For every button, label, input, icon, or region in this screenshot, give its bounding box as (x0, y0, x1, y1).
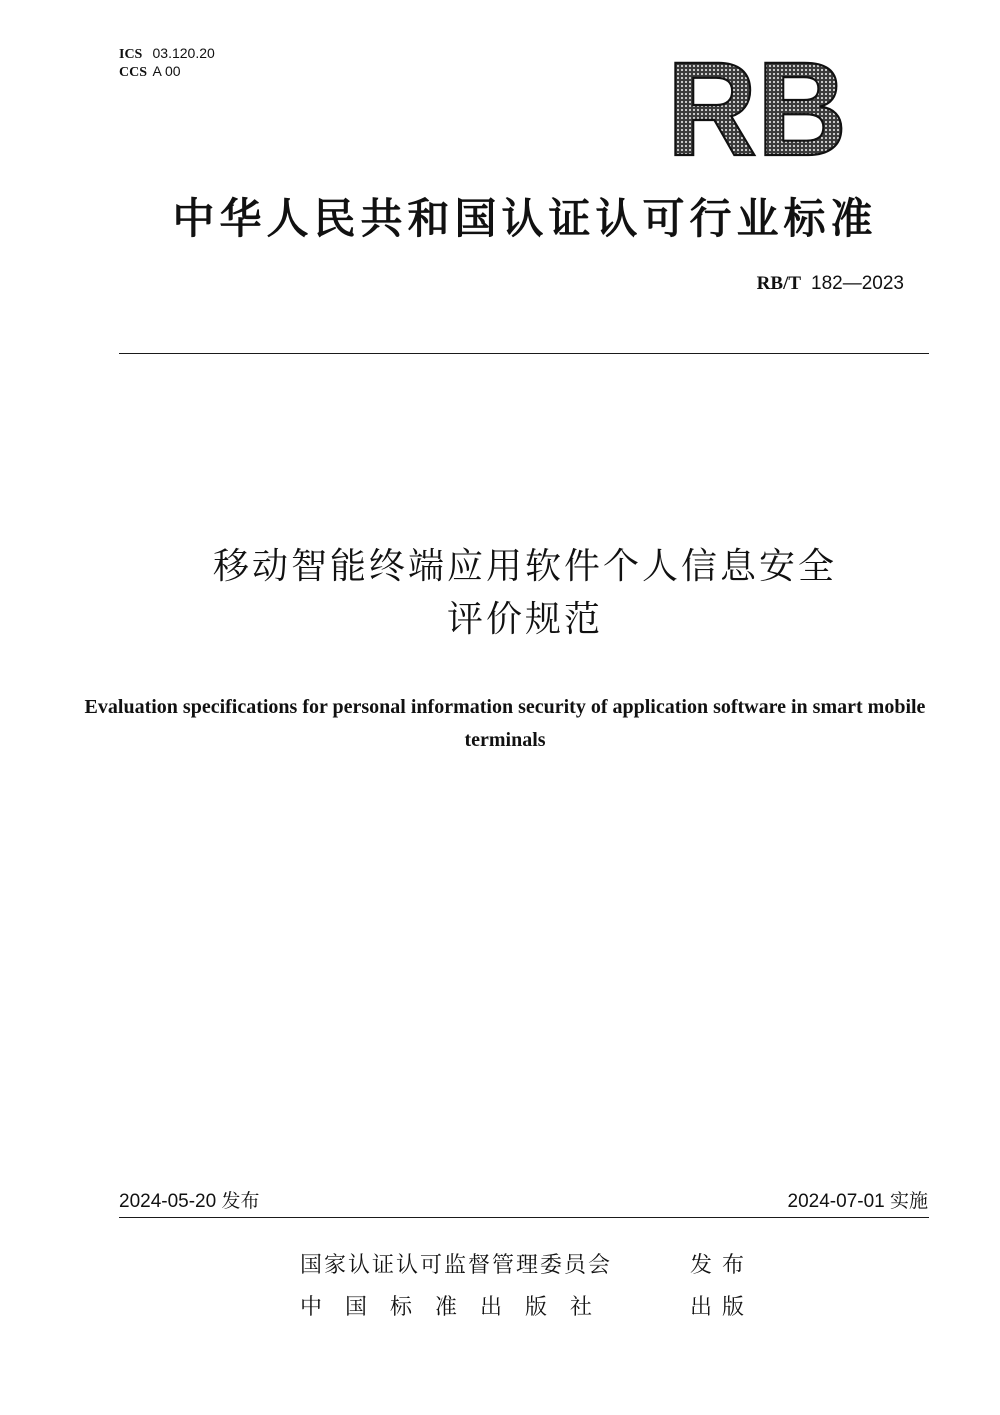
implementation-date: 2024-07-01 实施 (787, 1191, 928, 1212)
document-title-cn (80, 540, 970, 646)
standard-category-title: 中华人民共和国认证认可行业标准 (172, 194, 878, 243)
footer-divider (119, 1217, 929, 1218)
ics-label: ICS (119, 47, 143, 62)
ics-value: 03.120.20 (152, 45, 215, 61)
ccs-label: CCS (119, 65, 148, 80)
publisher-org: 中国标准出版社 (300, 1295, 616, 1320)
standard-code: 182—2023 (811, 273, 904, 294)
publisher-line (300, 1287, 754, 1329)
rb-logo (664, 56, 850, 160)
rb-logo-text: RB (667, 56, 847, 160)
issue-date: 2024-05-20 发布 (119, 1191, 260, 1212)
classification-codes (119, 45, 215, 81)
standard-prefix: RB/T (756, 273, 802, 294)
publisher-role: 出版 (690, 1295, 755, 1320)
document-title-cn-line1: 移动智能终端应用软件个人信息安全 (212, 546, 837, 587)
header-divider (119, 353, 929, 354)
publisher-line (300, 1245, 754, 1287)
document-title-en: Evaluation specifications for personal information security of application software in smart mobile terminals (84, 696, 926, 751)
ccs-code (119, 63, 215, 81)
standard-number (757, 272, 904, 295)
ics-code (119, 45, 215, 63)
publisher-role: 发布 (690, 1253, 755, 1278)
publishers (300, 1245, 754, 1329)
document-title-cn-line2: 评价规范 (446, 599, 603, 640)
publisher-org: 国家认证认可监督管理委员会 (300, 1253, 613, 1278)
ccs-value: A 00 (152, 63, 181, 79)
